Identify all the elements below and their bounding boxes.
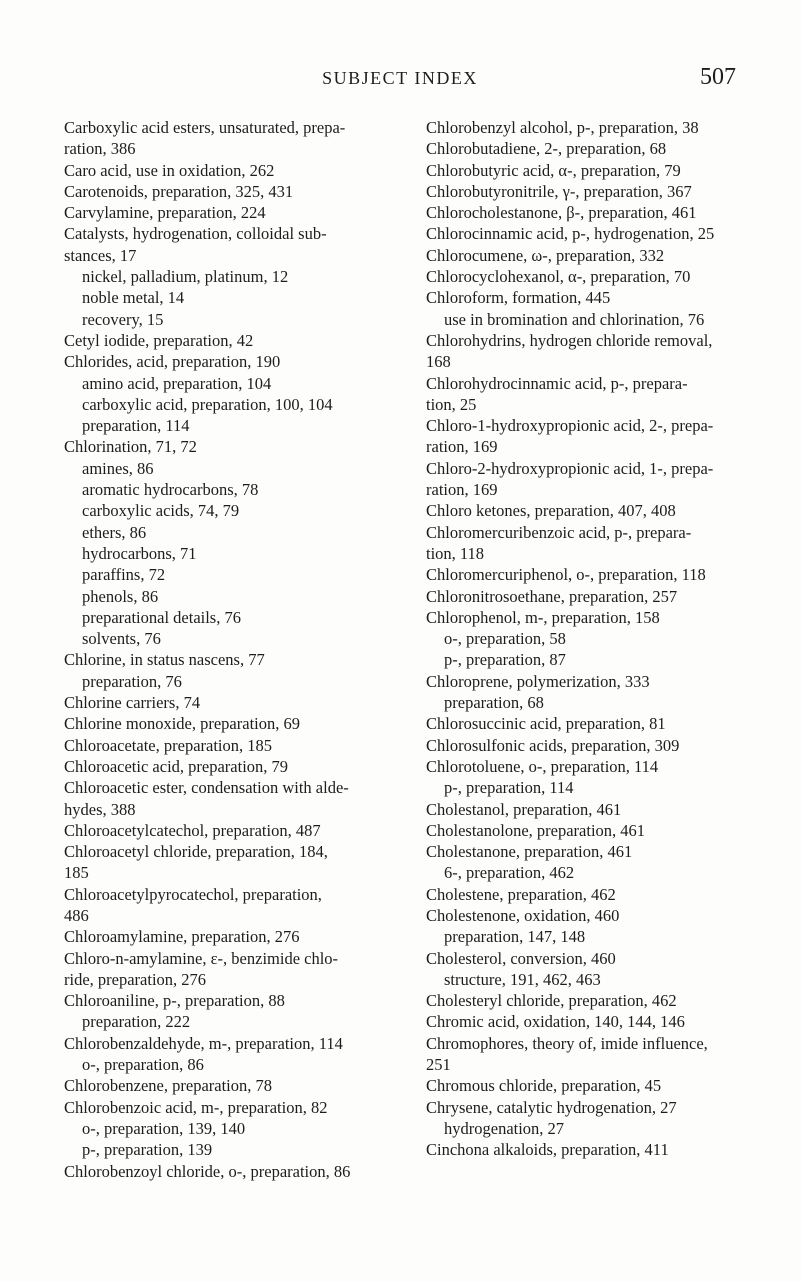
index-entry (64, 777, 398, 820)
index-entry (426, 1011, 756, 1032)
index-subentry (64, 479, 398, 500)
index-entry (426, 160, 756, 181)
index-entry (426, 820, 756, 841)
index-entry-line: ethers, 86 (82, 522, 147, 542)
index-column-left (64, 117, 398, 1182)
index-entry-line: phenols, 86 (82, 586, 159, 606)
index-entry-line: Cholestanolone, preparation, 461 (426, 820, 646, 840)
index-entry-line: o-, preparation, 139, 140 (82, 1118, 246, 1138)
index-entry-line: Cinchona alkaloids, preparation, 411 (426, 1140, 669, 1160)
index-entry (426, 1033, 756, 1076)
index-entry (426, 1139, 756, 1160)
index-entry-line: Cholestenone, oxidation, 460 (426, 905, 620, 925)
index-entry (426, 564, 756, 585)
index-entry (426, 671, 756, 692)
index-subentry (64, 586, 398, 607)
index-subentry (64, 394, 398, 415)
index-entry-line: Chloronitrosoethane, preparation, 257 (426, 586, 678, 606)
index-entry-line: Chlorobenzoyl chloride, o-, preparation, 86 (64, 1161, 351, 1181)
index-entry (426, 415, 756, 458)
index-entry-line: preparational details, 76 (82, 607, 241, 627)
index-entry-line: hydes, 388 (64, 799, 136, 819)
index-entry-line: 168 (426, 352, 451, 372)
index-entry (426, 266, 756, 287)
index-entry-line: 486 (64, 905, 89, 925)
index-entry (64, 117, 398, 160)
index-entry-line: paraffins, 72 (82, 565, 166, 585)
index-entry-line: Carvylamine, preparation, 224 (64, 203, 266, 223)
index-entry (426, 202, 756, 223)
index-entry (426, 117, 756, 138)
index-entry-line: Chloroacetyl chloride, preparation, 184, (64, 842, 328, 862)
index-subentry (64, 628, 398, 649)
index-entry-line: Chloroprene, polymerization, 333 (426, 671, 650, 691)
index-subentry (426, 862, 756, 883)
index-entry (426, 373, 756, 416)
index-entry-line: ride, preparation, 276 (64, 969, 207, 989)
index-entry-line: hydrocarbons, 71 (82, 543, 197, 563)
index-entry (426, 330, 756, 373)
index-entry (64, 351, 398, 372)
index-subentry (64, 458, 398, 479)
index-entry-line: 251 (426, 1055, 451, 1075)
index-subentry (64, 671, 398, 692)
index-subentry (426, 926, 756, 947)
index-entry-line: amines, 86 (82, 458, 154, 478)
index-entry-line: Chloroaniline, p-, preparation, 88 (64, 991, 285, 1011)
index-subentry (64, 564, 398, 585)
index-subentry (64, 415, 398, 436)
index-entry (426, 500, 756, 521)
index-entry (64, 841, 398, 884)
index-subentry (64, 607, 398, 628)
index-entry (64, 1075, 398, 1096)
index-entry-line: Cholestene, preparation, 462 (426, 884, 616, 904)
index-entry-line: Chlorine monoxide, preparation, 69 (64, 714, 300, 734)
index-entry (426, 287, 756, 308)
index-entry (426, 223, 756, 244)
index-entry-line: stances, 17 (64, 245, 137, 265)
index-entry-line: Chlorophenol, m-, preparation, 158 (426, 607, 660, 627)
index-entry (426, 522, 756, 565)
index-entry-line: Chlorobenzoic acid, m-, preparation, 82 (64, 1097, 328, 1117)
index-entry (64, 223, 398, 266)
index-subentry (426, 1118, 756, 1139)
index-entry-line: preparation, 68 (444, 693, 544, 713)
index-entry-line: Chlorosulfonic acids, preparation, 309 (426, 735, 680, 755)
index-entry-line: o-, preparation, 86 (82, 1055, 204, 1075)
index-entry (426, 884, 756, 905)
index-entry (64, 756, 398, 777)
index-entry-line: Chromous chloride, preparation, 45 (426, 1076, 662, 1096)
index-subentry (64, 309, 398, 330)
index-entry-line: Cetyl iodide, preparation, 42 (64, 330, 254, 350)
index-entry-line: Chlorocholestanone, β-, preparation, 461 (426, 203, 697, 223)
index-entry (64, 330, 398, 351)
index-entry (426, 735, 756, 756)
index-entry (64, 948, 398, 991)
index-entry-line: Chloro-n-amylamine, ε-, benzimide chlo- (64, 948, 339, 968)
index-entry-line: Chlorine, in status nascens, 77 (64, 650, 265, 670)
index-entry-line: Chlorohydrocinnamic acid, p-, prepara- (426, 373, 688, 393)
index-subentry (426, 969, 756, 990)
index-subentry (64, 1118, 398, 1139)
index-entry-line: 185 (64, 863, 89, 883)
index-entry-line: ration, 169 (426, 437, 498, 457)
index-subentry (426, 309, 756, 330)
index-entry-line: Chlorosuccinic acid, preparation, 81 (426, 714, 666, 734)
index-entry-line: p-, preparation, 114 (444, 778, 574, 798)
index-entry (64, 926, 398, 947)
index-subentry (426, 649, 756, 670)
index-entry (64, 160, 398, 181)
page-number: 507 (700, 64, 736, 90)
index-entry-line: Chloromercuribenzoic acid, p-, prepara- (426, 522, 692, 542)
index-entry-line: Chlorides, acid, preparation, 190 (64, 352, 281, 372)
index-entry (64, 884, 398, 927)
index-entry (426, 245, 756, 266)
index-subentry (426, 777, 756, 798)
index-entry-line: carboxylic acid, preparation, 100, 104 (82, 394, 333, 414)
index-entry-line: Chloroacetic acid, preparation, 79 (64, 756, 289, 776)
index-entry-line: preparation, 114 (82, 416, 190, 436)
index-entry-line: Chrysene, catalytic hydrogenation, 27 (426, 1097, 677, 1117)
index-entry (64, 820, 398, 841)
index-entry-line: Chloro-2-hydroxypropionic acid, 1-, prepa- (426, 458, 714, 478)
index-entry (426, 990, 756, 1011)
index-subentry (64, 266, 398, 287)
index-entry-line: recovery, 15 (82, 309, 164, 329)
index-entry-line: Chlorocinnamic acid, p-, hydrogenation, 25 (426, 224, 715, 244)
index-entry-line: o-, preparation, 58 (444, 629, 566, 649)
index-entry (426, 799, 756, 820)
index-entry (64, 1161, 398, 1182)
index-subentry (64, 1054, 398, 1075)
index-entry-line: tion, 118 (426, 543, 485, 563)
index-entry-line: Catalysts, hydrogenation, colloidal sub- (64, 224, 327, 244)
index-entry-line: use in bromination and chlorination, 76 (444, 309, 705, 329)
index-entry-line: solvents, 76 (82, 629, 161, 649)
index-subentry (64, 1139, 398, 1160)
index-subentry (64, 543, 398, 564)
index-entry (426, 138, 756, 159)
index-entry (64, 990, 398, 1011)
index-entry-line: Chloro-1-hydroxypropionic acid, 2-, prepa- (426, 416, 714, 436)
index-entry-line: Cholestanone, preparation, 461 (426, 842, 633, 862)
index-entry-line: Cholesteryl chloride, preparation, 462 (426, 991, 677, 1011)
index-entry-line: preparation, 222 (82, 1012, 191, 1032)
index-entry (426, 905, 756, 926)
index-entry-line: p-, preparation, 139 (82, 1140, 213, 1160)
index-entry (64, 181, 398, 202)
running-head (64, 64, 736, 94)
index-entry (64, 735, 398, 756)
index-subentry (426, 628, 756, 649)
index-entry-line: Chlorination, 71, 72 (64, 437, 197, 457)
index-entry-line: Chloroamylamine, preparation, 276 (64, 927, 300, 947)
index-entry-line: Chromic acid, oxidation, 140, 144, 146 (426, 1012, 685, 1032)
index-subentry (64, 522, 398, 543)
index-entry (64, 436, 398, 457)
index-entry-line: hydrogenation, 27 (444, 1118, 565, 1138)
index-entry-line: Chlorotoluene, o-, preparation, 114 (426, 756, 659, 776)
index-entry (64, 649, 398, 670)
index-entry-line: Chlorocyclohexanol, α-, preparation, 70 (426, 267, 691, 287)
index-entry-line: Chromophores, theory of, imide influence, (426, 1033, 708, 1053)
index-entry (426, 607, 756, 628)
index-entry-line: Chlorobutyric acid, α-, preparation, 79 (426, 160, 681, 180)
index-entry-line: Cholestanol, preparation, 461 (426, 799, 622, 819)
index-entry-line: tion, 25 (426, 394, 477, 414)
index-entry-line: Cholesterol, conversion, 460 (426, 948, 616, 968)
index-entry-line: amino acid, preparation, 104 (82, 373, 272, 393)
index-entry-line: 6-, preparation, 462 (444, 863, 575, 883)
index-entry-line: noble metal, 14 (82, 288, 185, 308)
index-entry-line: Chlorobenzaldehyde, m-, preparation, 114 (64, 1033, 343, 1053)
index-entry (426, 586, 756, 607)
index-subentry (64, 1011, 398, 1032)
index-entry-line: carboxylic acids, 74, 79 (82, 501, 240, 521)
index-entry-line: Chlorobutyronitrile, γ-, preparation, 367 (426, 181, 692, 201)
index-column-right (426, 117, 756, 1161)
index-entry-line: Chloromercuriphenol, o-, preparation, 118 (426, 565, 706, 585)
index-entry-line: preparation, 76 (82, 671, 182, 691)
page-title: SUBJECT INDEX (322, 68, 478, 88)
index-entry-line: Chlorine carriers, 74 (64, 693, 201, 713)
index-entry (426, 181, 756, 202)
index-entry (426, 458, 756, 501)
index-entry (426, 1097, 756, 1118)
index-subentry (64, 373, 398, 394)
index-entry-line: Chloroacetylpyrocatechol, preparation, (64, 884, 322, 904)
index-entry-line: structure, 191, 462, 463 (444, 969, 601, 989)
index-entry (426, 756, 756, 777)
index-entry-line: Caro acid, use in oxidation, 262 (64, 160, 275, 180)
index-subentry (64, 287, 398, 308)
index-entry (64, 202, 398, 223)
index-entry (426, 713, 756, 734)
index-entry-line: Carotenoids, preparation, 325, 431 (64, 181, 294, 201)
index-entry-line: Chloro ketones, preparation, 407, 408 (426, 501, 676, 521)
index-entry-line: Chloroacetylcatechol, preparation, 487 (64, 820, 321, 840)
index-entry (426, 948, 756, 969)
index-entry (64, 1097, 398, 1118)
index-entry-line: Chloroacetic ester, condensation with alde- (64, 778, 349, 798)
index-entry-line: preparation, 147, 148 (444, 927, 586, 947)
index-entry-line: Chlorobutadiene, 2-, preparation, 68 (426, 139, 667, 159)
index-entry (426, 1075, 756, 1096)
index-entry-line: Chlorobenzyl alcohol, p-, preparation, 38 (426, 118, 699, 137)
index-entry (426, 841, 756, 862)
index-entry (64, 713, 398, 734)
index-entry-line: nickel, palladium, platinum, 12 (82, 267, 289, 287)
index-subentry (426, 692, 756, 713)
index-entry-line: aromatic hydrocarbons, 78 (82, 480, 259, 500)
index-entry-line: ration, 169 (426, 480, 498, 500)
index-entry-line: p-, preparation, 87 (444, 650, 566, 670)
index-entry-line: Chlorohydrins, hydrogen chloride removal, (426, 330, 713, 350)
index-entry (64, 1033, 398, 1054)
index-entry-line: ration, 386 (64, 139, 136, 159)
index-subentry (64, 500, 398, 521)
index-entry-line: Chloroform, formation, 445 (426, 288, 611, 308)
index-entry-line: Chlorocumene, ω-, preparation, 332 (426, 245, 665, 265)
index-entry (64, 692, 398, 713)
index-entry-line: Carboxylic acid esters, unsaturated, prepa- (64, 118, 346, 137)
index-entry-line: Chlorobenzene, preparation, 78 (64, 1076, 273, 1096)
index-entry-line: Chloroacetate, preparation, 185 (64, 735, 272, 755)
